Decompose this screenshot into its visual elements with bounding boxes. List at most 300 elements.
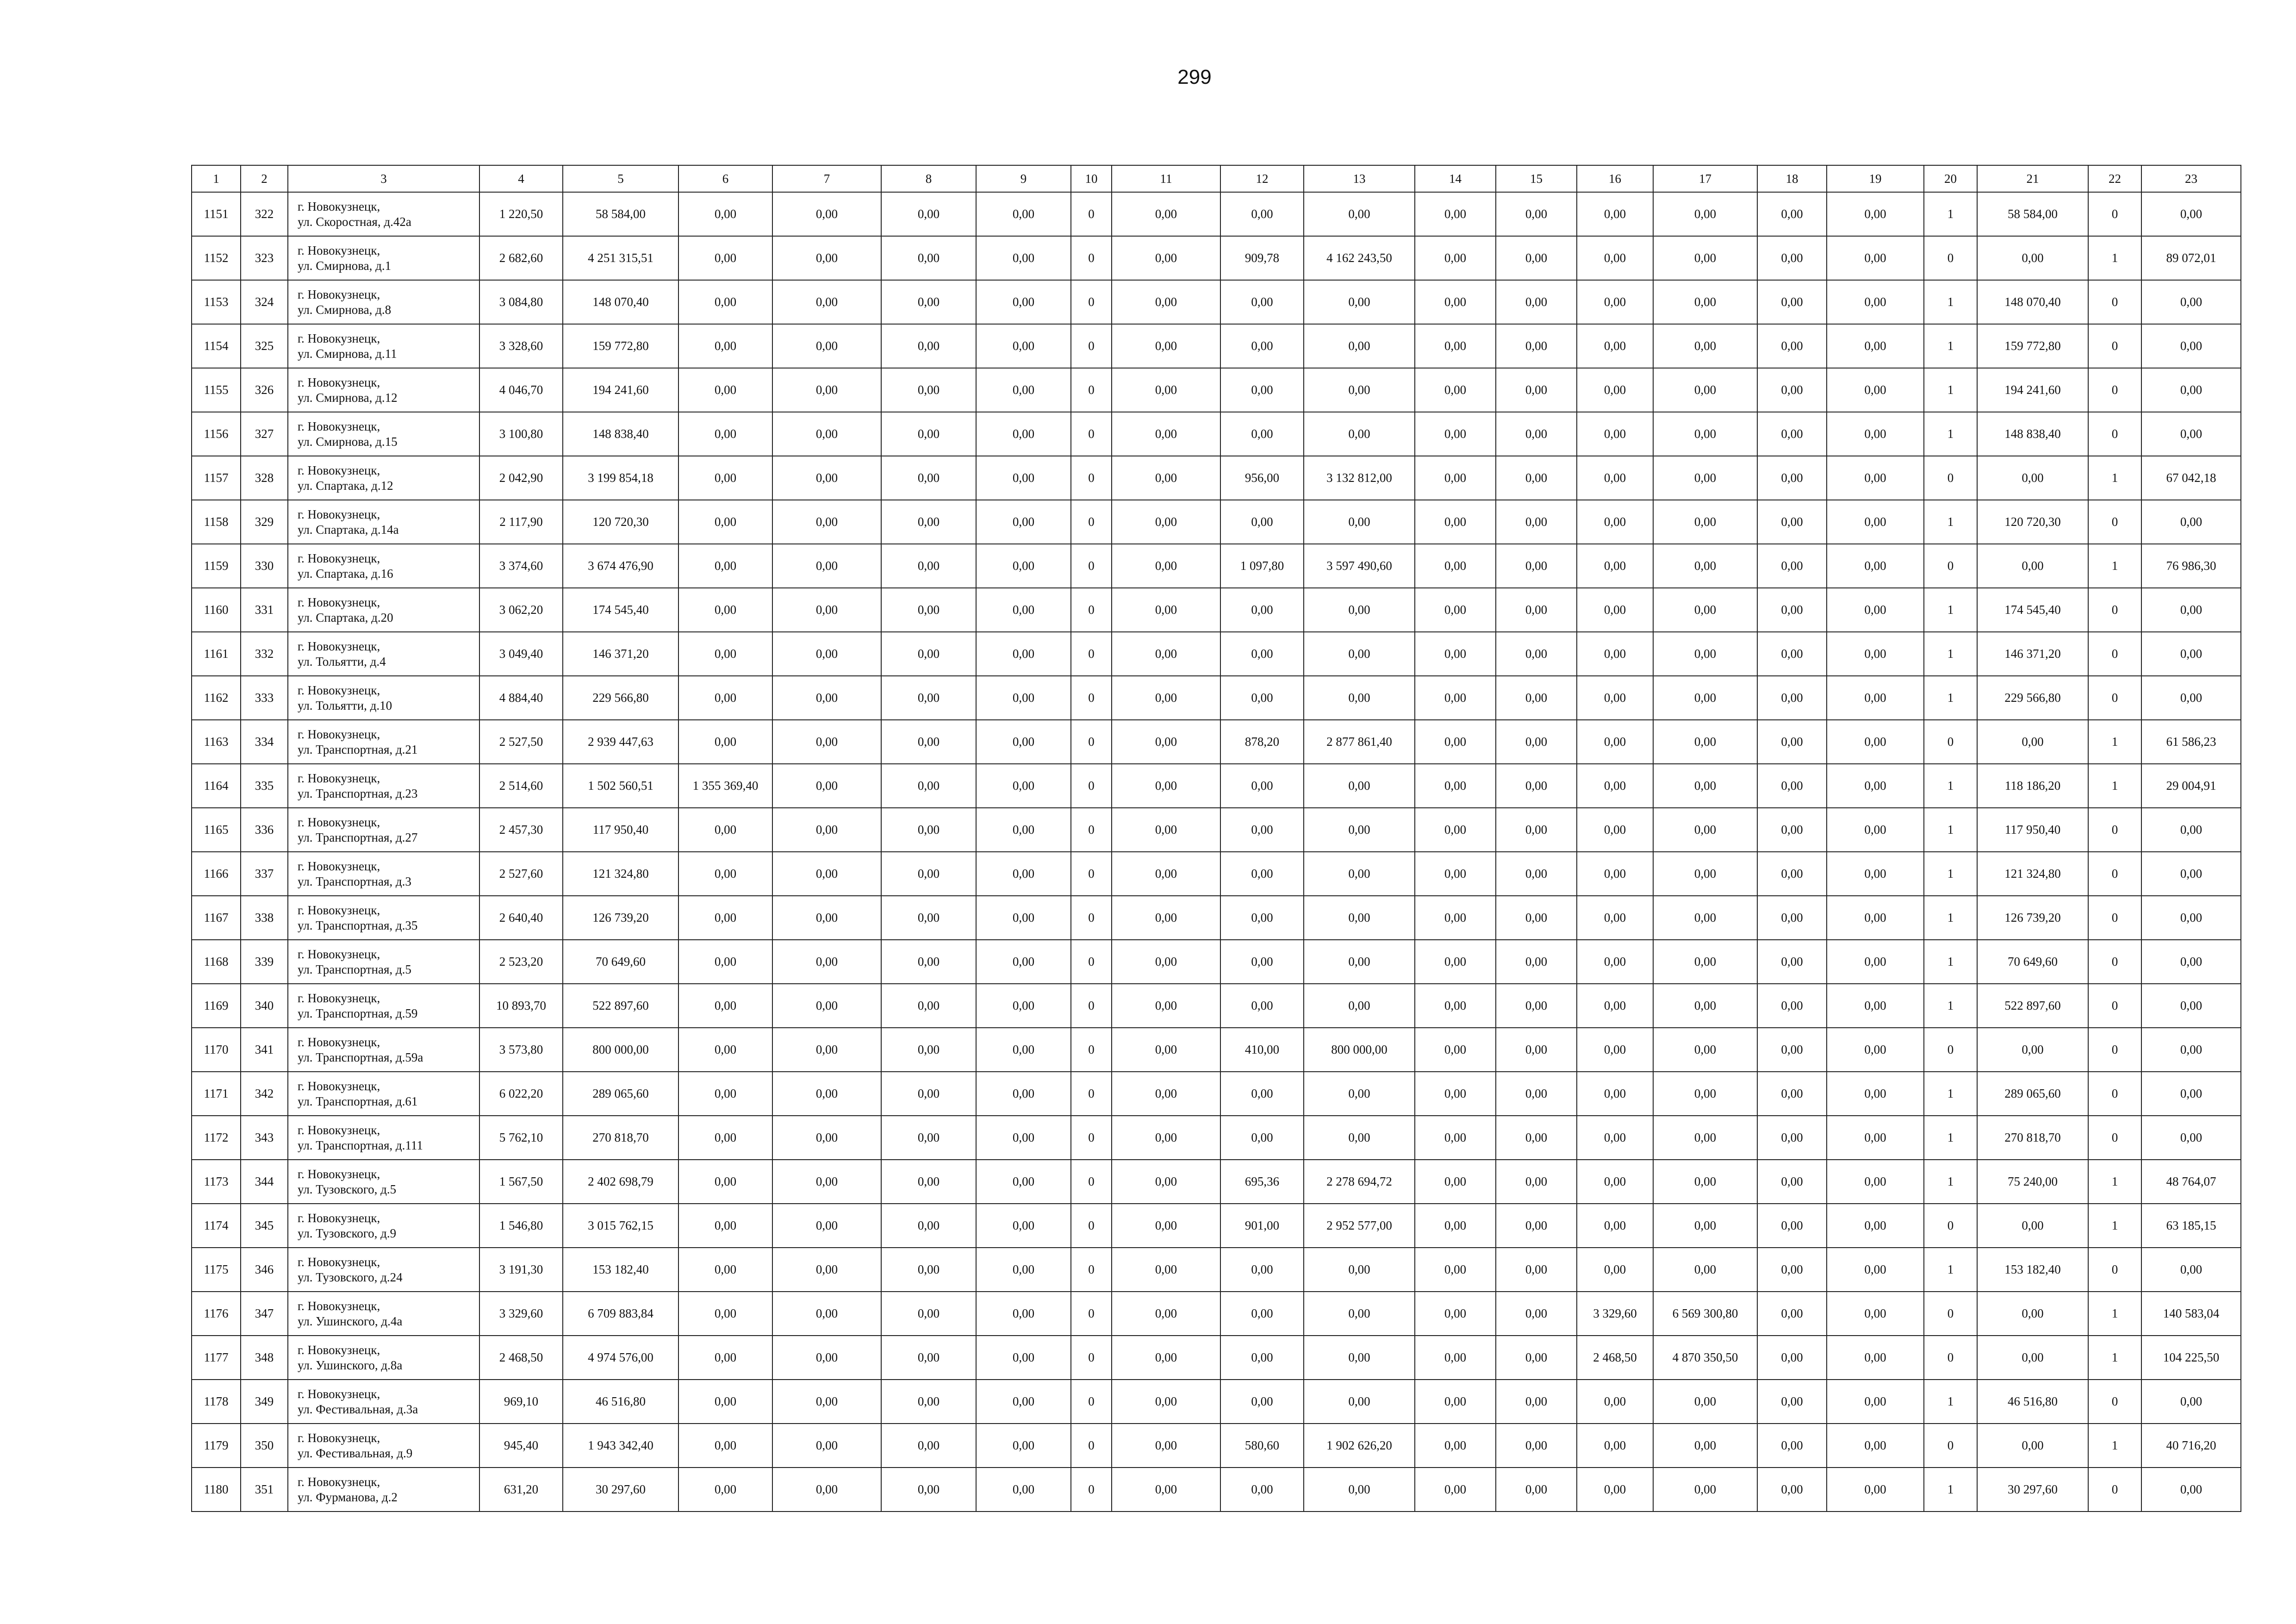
value-cell: 0 xyxy=(2088,1248,2141,1292)
value-cell: 6 569 300,80 xyxy=(1653,1292,1757,1336)
value-cell: 0,00 xyxy=(1496,720,1577,764)
value-cell: 0 xyxy=(1924,236,1977,280)
value-cell: 0,00 xyxy=(1304,1248,1415,1292)
address-city: г. Новокузнецк, xyxy=(298,1211,380,1225)
value-cell: 0,00 xyxy=(2141,192,2241,236)
value-cell: 0,00 xyxy=(1827,192,1924,236)
value-cell: 0,00 xyxy=(1577,1204,1653,1248)
address-street: ул. Тузовского, д.5 xyxy=(298,1182,397,1196)
value-cell: 4 162 243,50 xyxy=(1304,236,1415,280)
value-cell: 0,00 xyxy=(881,676,976,720)
value-cell: 0 xyxy=(2088,808,2141,852)
value-cell: 0,00 xyxy=(1415,1292,1496,1336)
value-cell: 6 022,20 xyxy=(479,1072,563,1116)
value-cell: 0,00 xyxy=(1415,1204,1496,1248)
address-city: г. Новокузнецк, xyxy=(298,375,380,389)
value-cell: 0,00 xyxy=(1496,544,1577,588)
value-cell: 0,00 xyxy=(1653,544,1757,588)
value-cell: 0,00 xyxy=(1304,984,1415,1028)
value-cell: 0,00 xyxy=(2141,1072,2241,1116)
row-index-cell: 1165 xyxy=(192,808,241,852)
address-street: ул. Тузовского, д.24 xyxy=(298,1270,403,1284)
address-city: г. Новокузнецк, xyxy=(298,463,380,477)
value-cell: 0,00 xyxy=(1827,1116,1924,1160)
address-street: ул. Смирнова, д.11 xyxy=(298,346,397,361)
value-cell: 0,00 xyxy=(1112,588,1220,632)
value-cell: 270 818,70 xyxy=(1977,1116,2088,1160)
row-index-cell: 1159 xyxy=(192,544,241,588)
address-cell xyxy=(288,1160,479,1204)
value-cell: 1 xyxy=(1924,588,1977,632)
value-cell: 0,00 xyxy=(1653,1248,1757,1292)
address-city: г. Новокузнецк, xyxy=(298,771,380,785)
value-cell: 0,00 xyxy=(881,544,976,588)
value-cell: 0 xyxy=(1924,544,1977,588)
column-header: 23 xyxy=(2141,165,2241,192)
value-cell: 0,00 xyxy=(1757,456,1827,500)
value-cell: 104 225,50 xyxy=(2141,1336,2241,1380)
value-cell: 0,00 xyxy=(1577,896,1653,940)
value-cell: 0,00 xyxy=(1304,764,1415,808)
table-row xyxy=(192,1028,2241,1072)
value-cell: 3 062,20 xyxy=(479,588,563,632)
value-cell: 0,00 xyxy=(772,764,881,808)
value-cell: 120 720,30 xyxy=(563,500,678,544)
value-cell: 0,00 xyxy=(1827,544,1924,588)
row-index-cell: 1176 xyxy=(192,1292,241,1336)
value-cell: 0,00 xyxy=(2141,852,2241,896)
value-cell: 0,00 xyxy=(1827,852,1924,896)
value-cell: 0,00 xyxy=(1757,764,1827,808)
address-cell xyxy=(288,1248,479,1292)
value-cell: 0,00 xyxy=(678,412,772,456)
value-cell: 0,00 xyxy=(2141,984,2241,1028)
value-cell: 0,00 xyxy=(1496,1468,1577,1512)
value-cell: 800 000,00 xyxy=(563,1028,678,1072)
value-cell: 0,00 xyxy=(1757,588,1827,632)
value-cell: 0,00 xyxy=(976,1028,1071,1072)
value-cell: 0,00 xyxy=(1653,632,1757,676)
value-cell: 1 502 560,51 xyxy=(563,764,678,808)
value-cell: 0,00 xyxy=(976,764,1071,808)
row-number-cell: 339 xyxy=(241,940,288,984)
value-cell: 0,00 xyxy=(2141,896,2241,940)
value-cell: 1 xyxy=(2088,720,2141,764)
value-cell: 0,00 xyxy=(678,1160,772,1204)
value-cell: 0 xyxy=(2088,1380,2141,1424)
value-cell: 0,00 xyxy=(1112,1292,1220,1336)
value-cell: 0,00 xyxy=(1977,1028,2088,1072)
row-number-cell: 326 xyxy=(241,368,288,412)
value-cell: 1 xyxy=(1924,940,1977,984)
value-cell: 0 xyxy=(1071,896,1112,940)
value-cell: 0,00 xyxy=(1112,280,1220,324)
value-cell: 0,00 xyxy=(1757,720,1827,764)
address-cell xyxy=(288,1292,479,1336)
value-cell: 0,00 xyxy=(678,500,772,544)
table-row xyxy=(192,236,2241,280)
value-cell: 48 764,07 xyxy=(2141,1160,2241,1204)
column-header: 22 xyxy=(2088,165,2141,192)
address-city: г. Новокузнецк, xyxy=(298,331,380,345)
table-row xyxy=(192,1468,2241,1512)
value-cell: 0,00 xyxy=(772,192,881,236)
value-cell: 148 838,40 xyxy=(1977,412,2088,456)
value-cell: 0,00 xyxy=(2141,280,2241,324)
value-cell: 1 xyxy=(2088,1424,2141,1468)
value-cell: 174 545,40 xyxy=(1977,588,2088,632)
value-cell: 1 567,50 xyxy=(479,1160,563,1204)
value-cell: 1 xyxy=(1924,632,1977,676)
value-cell: 0 xyxy=(1924,456,1977,500)
value-cell: 1 xyxy=(2088,456,2141,500)
row-index-cell: 1180 xyxy=(192,1468,241,1512)
value-cell: 0 xyxy=(2088,192,2141,236)
value-cell: 0,00 xyxy=(1415,720,1496,764)
value-cell: 1 xyxy=(1924,1468,1977,1512)
value-cell: 0 xyxy=(1071,1468,1112,1512)
address-street: ул. Смирнова, д.8 xyxy=(298,302,392,317)
value-cell: 2 468,50 xyxy=(1577,1336,1653,1380)
value-cell: 0,00 xyxy=(1653,588,1757,632)
value-cell: 0 xyxy=(1924,1292,1977,1336)
column-header: 19 xyxy=(1827,165,1924,192)
value-cell: 3 199 854,18 xyxy=(563,456,678,500)
value-cell: 0,00 xyxy=(1112,1204,1220,1248)
address-city: г. Новокузнецк, xyxy=(298,595,380,609)
value-cell: 0,00 xyxy=(772,1116,881,1160)
value-cell: 0,00 xyxy=(1304,1116,1415,1160)
value-cell: 0,00 xyxy=(1415,500,1496,544)
value-cell: 2 527,60 xyxy=(479,852,563,896)
value-cell: 0,00 xyxy=(1827,456,1924,500)
table-row xyxy=(192,588,2241,632)
value-cell: 0,00 xyxy=(1220,896,1304,940)
value-cell: 0,00 xyxy=(1757,984,1827,1028)
address-cell xyxy=(288,280,479,324)
value-cell: 0,00 xyxy=(1304,1380,1415,1424)
value-cell: 0,00 xyxy=(1496,324,1577,368)
value-cell: 0,00 xyxy=(1496,1072,1577,1116)
value-cell: 0,00 xyxy=(1653,1380,1757,1424)
value-cell: 0,00 xyxy=(1220,764,1304,808)
value-cell: 2 468,50 xyxy=(479,1336,563,1380)
value-cell: 0,00 xyxy=(678,1248,772,1292)
value-cell: 0,00 xyxy=(881,236,976,280)
value-cell: 0,00 xyxy=(1577,456,1653,500)
value-cell: 0,00 xyxy=(1220,1292,1304,1336)
row-number-cell: 340 xyxy=(241,984,288,1028)
value-cell: 0,00 xyxy=(2141,676,2241,720)
value-cell: 0,00 xyxy=(1496,764,1577,808)
value-cell: 0,00 xyxy=(1827,236,1924,280)
value-cell: 126 739,20 xyxy=(1977,896,2088,940)
value-cell: 0,00 xyxy=(1496,676,1577,720)
row-number-cell: 346 xyxy=(241,1248,288,1292)
value-cell: 0,00 xyxy=(1496,808,1577,852)
address-city: г. Новокузнецк, xyxy=(298,243,380,257)
value-cell: 0,00 xyxy=(1220,192,1304,236)
value-cell: 0,00 xyxy=(881,764,976,808)
value-cell: 2 523,20 xyxy=(479,940,563,984)
value-cell: 0,00 xyxy=(1757,544,1827,588)
value-cell: 0,00 xyxy=(1827,632,1924,676)
value-cell: 2 514,60 xyxy=(479,764,563,808)
value-cell: 0,00 xyxy=(1415,1468,1496,1512)
column-header: 14 xyxy=(1415,165,1496,192)
value-cell: 2 527,50 xyxy=(479,720,563,764)
value-cell: 0,00 xyxy=(1112,764,1220,808)
value-cell: 0,00 xyxy=(678,1072,772,1116)
value-cell: 194 241,60 xyxy=(563,368,678,412)
value-cell: 0,00 xyxy=(976,1468,1071,1512)
address-cell xyxy=(288,236,479,280)
value-cell: 0,00 xyxy=(1757,1204,1827,1248)
value-cell: 0,00 xyxy=(2141,588,2241,632)
row-index-cell: 1152 xyxy=(192,236,241,280)
row-number-cell: 344 xyxy=(241,1160,288,1204)
value-cell: 0,00 xyxy=(678,1424,772,1468)
value-cell: 1 xyxy=(1924,412,1977,456)
table-row xyxy=(192,632,2241,676)
value-cell: 0,00 xyxy=(1496,280,1577,324)
value-cell: 0,00 xyxy=(1304,676,1415,720)
value-cell: 0,00 xyxy=(1577,544,1653,588)
value-cell: 0,00 xyxy=(1977,1424,2088,1468)
value-cell: 0,00 xyxy=(1757,1424,1827,1468)
address-city: г. Новокузнецк, xyxy=(298,683,380,697)
value-cell: 0,00 xyxy=(772,456,881,500)
value-cell: 0 xyxy=(2088,588,2141,632)
value-cell: 0,00 xyxy=(1827,1336,1924,1380)
value-cell: 0,00 xyxy=(1577,192,1653,236)
value-cell: 0,00 xyxy=(1112,852,1220,896)
value-cell: 1 xyxy=(1924,1160,1977,1204)
value-cell: 0,00 xyxy=(772,808,881,852)
value-cell: 0,00 xyxy=(772,1336,881,1380)
column-header: 2 xyxy=(241,165,288,192)
value-cell: 0,00 xyxy=(1757,236,1827,280)
value-cell: 0,00 xyxy=(1112,940,1220,984)
address-street: ул. Транспортная, д.111 xyxy=(298,1138,423,1152)
value-cell: 0,00 xyxy=(772,896,881,940)
value-cell: 0,00 xyxy=(976,324,1071,368)
value-cell: 0,00 xyxy=(678,192,772,236)
value-cell: 0,00 xyxy=(1112,1336,1220,1380)
row-index-cell: 1167 xyxy=(192,896,241,940)
value-cell: 0,00 xyxy=(976,1336,1071,1380)
address-cell xyxy=(288,1380,479,1424)
value-cell: 695,36 xyxy=(1220,1160,1304,1204)
value-cell: 0,00 xyxy=(1304,852,1415,896)
table-row xyxy=(192,1248,2241,1292)
address-street: ул. Транспортная, д.35 xyxy=(298,918,418,932)
value-cell: 0,00 xyxy=(772,1380,881,1424)
value-cell: 117 950,40 xyxy=(563,808,678,852)
value-cell: 0,00 xyxy=(772,412,881,456)
value-cell: 0,00 xyxy=(1757,500,1827,544)
value-cell: 0,00 xyxy=(1653,1204,1757,1248)
value-cell: 3 329,60 xyxy=(1577,1292,1653,1336)
value-cell: 0,00 xyxy=(772,1468,881,1512)
column-header: 13 xyxy=(1304,165,1415,192)
value-cell: 67 042,18 xyxy=(2141,456,2241,500)
value-cell: 956,00 xyxy=(1220,456,1304,500)
value-cell: 0 xyxy=(1071,808,1112,852)
value-cell: 0 xyxy=(2088,852,2141,896)
value-cell: 40 716,20 xyxy=(2141,1424,2241,1468)
value-cell: 0,00 xyxy=(1112,1160,1220,1204)
value-cell: 0,00 xyxy=(1415,808,1496,852)
value-cell: 1 xyxy=(1924,808,1977,852)
address-cell xyxy=(288,1424,479,1468)
value-cell: 118 186,20 xyxy=(1977,764,2088,808)
address-city: г. Новокузнецк, xyxy=(298,1035,380,1049)
value-cell: 3 674 476,90 xyxy=(563,544,678,588)
value-cell: 0,00 xyxy=(1577,1380,1653,1424)
value-cell: 0 xyxy=(1071,1204,1112,1248)
value-cell: 0,00 xyxy=(881,1204,976,1248)
value-cell: 2 457,30 xyxy=(479,808,563,852)
value-cell: 0,00 xyxy=(678,676,772,720)
table-row xyxy=(192,720,2241,764)
value-cell: 0,00 xyxy=(1577,720,1653,764)
value-cell: 0,00 xyxy=(1415,896,1496,940)
row-number-cell: 343 xyxy=(241,1116,288,1160)
row-number-cell: 324 xyxy=(241,280,288,324)
value-cell: 0,00 xyxy=(2141,632,2241,676)
value-cell: 0,00 xyxy=(678,280,772,324)
value-cell: 46 516,80 xyxy=(563,1380,678,1424)
value-cell: 0,00 xyxy=(678,984,772,1028)
value-cell: 0,00 xyxy=(678,1292,772,1336)
value-cell: 901,00 xyxy=(1220,1204,1304,1248)
value-cell: 0,00 xyxy=(1415,1072,1496,1116)
value-cell: 0,00 xyxy=(1496,852,1577,896)
address-city: г. Новокузнецк, xyxy=(298,1387,380,1401)
value-cell: 1 xyxy=(2088,1292,2141,1336)
value-cell: 0,00 xyxy=(881,412,976,456)
value-cell: 0,00 xyxy=(1112,1468,1220,1512)
address-street: ул. Тольятти, д.4 xyxy=(298,654,386,668)
value-cell: 0,00 xyxy=(1757,1116,1827,1160)
row-number-cell: 337 xyxy=(241,852,288,896)
value-cell: 146 371,20 xyxy=(1977,632,2088,676)
value-cell: 0,00 xyxy=(1653,192,1757,236)
value-cell: 0,00 xyxy=(1757,1160,1827,1204)
value-cell: 0,00 xyxy=(1415,632,1496,676)
value-cell: 0,00 xyxy=(678,896,772,940)
row-number-cell: 350 xyxy=(241,1424,288,1468)
value-cell: 140 583,04 xyxy=(2141,1292,2241,1336)
address-street: ул. Транспортная, д.23 xyxy=(298,786,418,800)
value-cell: 0 xyxy=(1071,192,1112,236)
value-cell: 0,00 xyxy=(678,720,772,764)
value-cell: 0,00 xyxy=(1653,852,1757,896)
value-cell: 0 xyxy=(1071,1292,1112,1336)
value-cell: 0 xyxy=(1071,544,1112,588)
value-cell: 0,00 xyxy=(976,1248,1071,1292)
address-city: г. Новокузнецк, xyxy=(298,287,380,301)
value-cell: 0,00 xyxy=(1304,1336,1415,1380)
address-city: г. Новокузнецк, xyxy=(298,419,380,433)
address-cell xyxy=(288,456,479,500)
value-cell: 0,00 xyxy=(1304,940,1415,984)
value-cell: 0,00 xyxy=(1112,1116,1220,1160)
value-cell: 0,00 xyxy=(1415,984,1496,1028)
header-row xyxy=(192,165,2241,192)
value-cell: 0,00 xyxy=(1112,808,1220,852)
value-cell: 0,00 xyxy=(1220,1380,1304,1424)
value-cell: 410,00 xyxy=(1220,1028,1304,1072)
value-cell: 0,00 xyxy=(2141,1468,2241,1512)
value-cell: 0,00 xyxy=(1415,1248,1496,1292)
value-cell: 0,00 xyxy=(1304,1292,1415,1336)
value-cell: 2 640,40 xyxy=(479,896,563,940)
value-cell: 117 950,40 xyxy=(1977,808,2088,852)
value-cell: 0,00 xyxy=(772,676,881,720)
value-cell: 0,00 xyxy=(1415,940,1496,984)
value-cell: 0,00 xyxy=(1496,1204,1577,1248)
address-street: ул. Спартака, д.20 xyxy=(298,610,393,625)
row-number-cell: 336 xyxy=(241,808,288,852)
value-cell: 0,00 xyxy=(1653,280,1757,324)
value-cell: 0,00 xyxy=(772,588,881,632)
value-cell: 0,00 xyxy=(976,984,1071,1028)
value-cell: 0,00 xyxy=(1827,280,1924,324)
row-index-cell: 1174 xyxy=(192,1204,241,1248)
value-cell: 0,00 xyxy=(1827,720,1924,764)
row-index-cell: 1156 xyxy=(192,412,241,456)
value-cell: 76 986,30 xyxy=(2141,544,2241,588)
row-number-cell: 330 xyxy=(241,544,288,588)
value-cell: 120 720,30 xyxy=(1977,500,2088,544)
row-index-cell: 1151 xyxy=(192,192,241,236)
value-cell: 0 xyxy=(1071,632,1112,676)
value-cell: 0 xyxy=(2088,676,2141,720)
address-cell xyxy=(288,1116,479,1160)
value-cell: 0,00 xyxy=(772,1072,881,1116)
row-index-cell: 1158 xyxy=(192,500,241,544)
row-number-cell: 338 xyxy=(241,896,288,940)
value-cell: 0,00 xyxy=(1757,1468,1827,1512)
value-cell: 0,00 xyxy=(976,1292,1071,1336)
value-cell: 89 072,01 xyxy=(2141,236,2241,280)
row-index-cell: 1162 xyxy=(192,676,241,720)
row-index-cell: 1173 xyxy=(192,1160,241,1204)
row-index-cell: 1179 xyxy=(192,1424,241,1468)
value-cell: 0,00 xyxy=(1757,676,1827,720)
value-cell: 0,00 xyxy=(976,500,1071,544)
value-cell: 159 772,80 xyxy=(563,324,678,368)
value-cell: 800 000,00 xyxy=(1304,1028,1415,1072)
value-cell: 0,00 xyxy=(1220,1336,1304,1380)
table-row xyxy=(192,1160,2241,1204)
column-header: 15 xyxy=(1496,165,1577,192)
value-cell: 0,00 xyxy=(1220,1072,1304,1116)
value-cell: 0 xyxy=(1924,720,1977,764)
value-cell: 1 xyxy=(1924,764,1977,808)
value-cell: 0 xyxy=(1071,720,1112,764)
value-cell: 0,00 xyxy=(2141,1248,2241,1292)
value-cell: 0,00 xyxy=(1757,324,1827,368)
value-cell: 2 939 447,63 xyxy=(563,720,678,764)
value-cell: 0 xyxy=(1071,588,1112,632)
address-cell xyxy=(288,984,479,1028)
value-cell: 0,00 xyxy=(1220,1468,1304,1512)
address-cell xyxy=(288,896,479,940)
value-cell: 0,00 xyxy=(1757,1028,1827,1072)
